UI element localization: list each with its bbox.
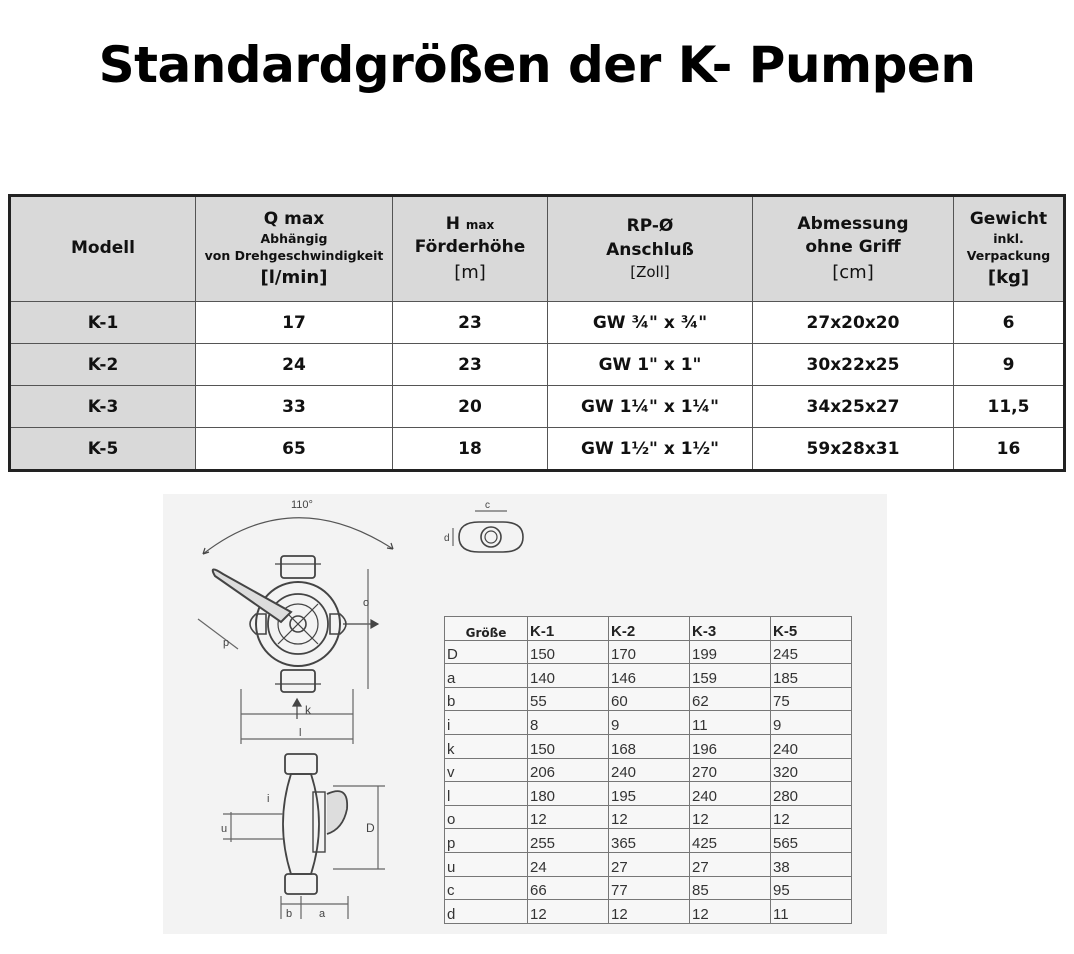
dims-row: u 24 27 27 38 (445, 852, 852, 876)
dim-label-D: D (366, 821, 375, 835)
dims-row: d 12 12 12 11 (445, 900, 852, 924)
dim-label-l: l (299, 727, 302, 739)
dims-row: k 150 168 196 240 (445, 734, 852, 758)
dim-label-p: p (223, 637, 230, 649)
dims-header-row: Größe K-1 K-2 K-3 K-5 (445, 617, 852, 641)
header-rp: RP-Ø Anschluß [Zoll] (548, 196, 753, 302)
flange-detail (444, 500, 523, 552)
dim-label-i: i (267, 793, 270, 805)
table-row: K-3 33 20 GW 1¼" x 1¼" 34x25x27 11,5 (10, 386, 1065, 428)
model-cell: K-5 (10, 428, 196, 471)
dim-label-o: o (363, 597, 370, 609)
angle-label: 110° (291, 499, 313, 511)
header-modell: Modell (10, 196, 196, 302)
dim-label-d: d (444, 533, 450, 544)
header-gewicht: Gewicht inkl. Verpackung [kg] (954, 196, 1065, 302)
dimensions-table (444, 616, 852, 924)
page-title: Standardgrößen der K- Pumpen (98, 36, 976, 94)
dims-row: v 206 240 270 320 (445, 758, 852, 782)
pump-top-view (198, 499, 393, 744)
dims-row: c 66 77 85 95 (445, 876, 852, 900)
pump-side-view (221, 754, 385, 920)
dim-label-u: u (221, 823, 228, 835)
dim-label-a: a (319, 908, 326, 920)
dim-label-c: c (485, 500, 490, 511)
table-row: K-1 17 23 GW ¾" x ¾" 27x20x20 6 (10, 302, 1065, 344)
dim-label-k: k (305, 703, 311, 717)
dims-row: i 8 9 11 9 (445, 711, 852, 735)
dim-label-b: b (286, 908, 293, 920)
header-hmax: H max Förderhöhe [m] (393, 196, 548, 302)
dims-row: p 255 365 425 565 (445, 829, 852, 853)
table-row: K-5 65 18 GW 1½" x 1½" 59x28x31 16 (10, 428, 1065, 471)
table-row: K-2 24 23 GW 1" x 1" 30x22x25 9 (10, 344, 1065, 386)
pump-sizes-table (8, 194, 1066, 472)
dims-row: o 12 12 12 12 (445, 805, 852, 829)
dims-row: D 150 170 199 245 (445, 640, 852, 664)
header-abmessung: Abmessung ohne Griff [cm] (753, 196, 954, 302)
model-cell: K-3 (10, 386, 196, 428)
model-cell: K-1 (10, 302, 196, 344)
dims-row: b 55 60 62 75 (445, 687, 852, 711)
model-cell: K-2 (10, 344, 196, 386)
header-qmax: Q max Abhängig von Drehgeschwindigkeit [l/min] (196, 196, 393, 302)
dims-row: a 140 146 159 185 (445, 664, 852, 688)
dims-row: l 180 195 240 280 (445, 782, 852, 806)
